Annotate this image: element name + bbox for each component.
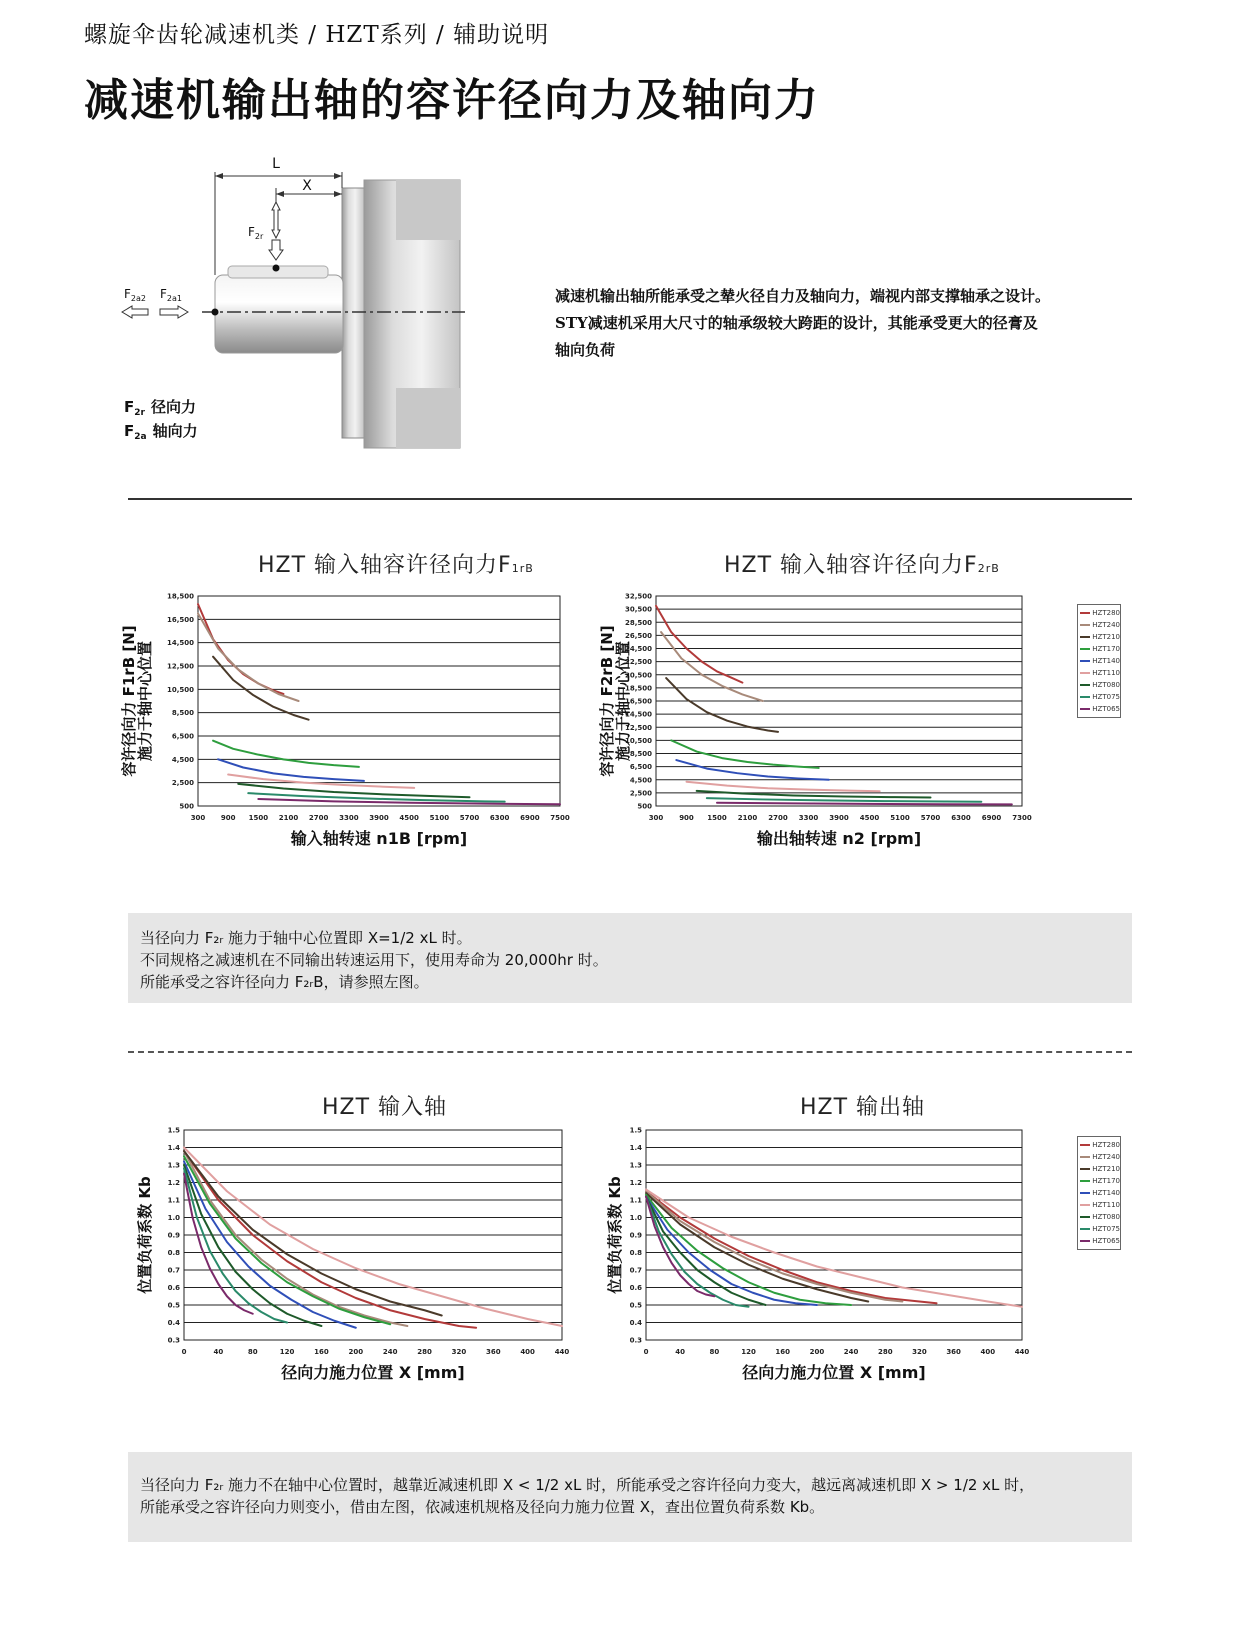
section-divider-dashed	[128, 1051, 1132, 1053]
legend-item-hzt170	[1078, 643, 1120, 655]
chart4-title: HZT 输出轴	[800, 1095, 926, 1120]
intro-text	[555, 283, 1155, 364]
y-tick-label: 1.3	[629, 1161, 642, 1170]
y-tick-label: 0.4	[167, 1319, 180, 1327]
y-tick-label: 0.5	[629, 1301, 642, 1310]
housing-flange	[342, 188, 364, 438]
y-tick-label: 1.3	[167, 1161, 180, 1170]
y-tick-label: 0.5	[167, 1301, 180, 1310]
chart-output-shaft-kb	[608, 1126, 1078, 1416]
x-axis-label: 输入轴转速 n1B [rpm]	[290, 829, 468, 848]
legend-swatch	[1080, 1240, 1090, 1242]
legend-top	[1077, 604, 1121, 718]
f2r-label: $F_{2r}$	[248, 225, 264, 241]
y-tick-label: 1.5	[167, 1126, 180, 1135]
series-line-hzt240	[661, 632, 763, 701]
x-tick-label: 6900	[981, 814, 1002, 822]
y-tick-label: 0.7	[629, 1266, 642, 1275]
dimension-x-label: X	[302, 178, 312, 194]
chart-input-shaft-radial-force	[118, 592, 608, 882]
note-radial-center	[128, 913, 1132, 1003]
y-tick-label: 4,500	[171, 755, 194, 764]
legend-item-hzt110	[1078, 1199, 1120, 1211]
y-tick-label: 0.3	[629, 1336, 642, 1345]
x-tick-label: 5100	[429, 814, 450, 822]
chart-input-shaft-kb	[130, 1126, 610, 1416]
series-line-hzt240	[646, 1191, 902, 1301]
y-tick-label: 16,500	[624, 697, 652, 706]
x-tick-label: 2700	[768, 814, 788, 822]
legend-label: HZT075	[1092, 1225, 1120, 1233]
y-tick-label: 1.2	[629, 1179, 642, 1187]
y-tick-label: 0.6	[629, 1284, 642, 1292]
y-tick-label: 1.5	[629, 1126, 642, 1135]
intro-line: 轴向负荷	[555, 341, 616, 359]
axial-force-arrow-left	[122, 306, 148, 318]
x-tick-label: 40	[675, 1348, 686, 1356]
x-tick-label: 300	[190, 814, 206, 822]
x-tick-label: 900	[220, 814, 236, 822]
legend-label: HZT140	[1092, 1189, 1120, 1197]
x-tick-label: 360	[485, 1348, 501, 1356]
legend-swatch	[1080, 660, 1090, 662]
series-line-hzt110	[184, 1148, 562, 1327]
y-axis-label-secondary: 施力于轴中心位置	[136, 640, 154, 762]
chart1-title: HZT 输入轴容许径向力F1rB	[258, 553, 534, 578]
legend-swatch	[1080, 1204, 1090, 1206]
legend-swatch	[1080, 684, 1090, 686]
x-tick-label: 240	[843, 1348, 859, 1356]
legend-label: HZT065	[1092, 1237, 1120, 1245]
legend-swatch	[1080, 1216, 1090, 1218]
series-line-hzt280	[184, 1151, 476, 1328]
note-line: 当径向力 F₂ᵣ 施力于轴中心位置即 X=1/2 xL 时。	[140, 929, 472, 947]
x-tick-label: 2700	[308, 814, 329, 822]
x-tick-label: 40	[213, 1348, 224, 1356]
legend-label: HZT210	[1092, 633, 1120, 641]
legend-label: HZT080	[1092, 1213, 1120, 1221]
x-tick-label: 5100	[890, 814, 910, 822]
shaft-force-diagram	[110, 150, 490, 470]
y-tick-label: 0.8	[629, 1249, 642, 1257]
x-tick-label: 320	[912, 1348, 927, 1356]
series-line-hzt170	[213, 741, 359, 767]
x-tick-label: 6300	[951, 814, 971, 822]
y-tick-label: 14,500	[166, 639, 194, 648]
x-tick-label: 900	[679, 814, 694, 822]
plot-frame	[198, 596, 560, 806]
radial-force-arrow	[272, 202, 280, 238]
legend-label: HZT210	[1092, 1165, 1120, 1173]
x-tick-label: 1500	[248, 814, 269, 822]
legend-swatch	[1080, 708, 1090, 710]
y-tick-label: 8,500	[171, 709, 194, 718]
y-tick-label: 1.1	[167, 1196, 180, 1205]
x-tick-label: 240	[382, 1348, 398, 1356]
x-tick-label: 2100	[737, 814, 758, 822]
y-tick-label: 0.4	[629, 1319, 642, 1327]
y-tick-label: 18,500	[624, 684, 652, 693]
x-tick-label: 200	[348, 1348, 364, 1356]
x-tick-label: 120	[279, 1348, 295, 1356]
y-tick-label: 0.9	[629, 1231, 642, 1240]
legend-label: HZT065	[1092, 705, 1120, 713]
legend-label: HZT170	[1092, 1177, 1120, 1185]
page-title: 减速机输出轴的容许径向力及轴向力	[84, 75, 820, 126]
y-axis-label: 容许径向力 F2rB [N]	[598, 625, 616, 777]
legend-radial: $F_{2r}$ 径向力	[124, 398, 196, 418]
x-tick-label: 0	[643, 1348, 649, 1356]
legend-swatch	[1080, 696, 1090, 698]
x-tick-label: 300	[648, 814, 664, 822]
x-tick-label: 80	[709, 1348, 720, 1356]
legend-item-hzt210	[1078, 631, 1120, 643]
x-tick-label: 320	[451, 1348, 467, 1356]
series-line-hzt075	[707, 798, 982, 802]
x-tick-label: 200	[809, 1348, 825, 1356]
x-tick-label: 6900	[520, 814, 540, 822]
legend-label: HZT110	[1092, 669, 1120, 677]
y-tick-label: 10,500	[624, 736, 652, 745]
legend-swatch	[1080, 636, 1090, 638]
chart-output-shaft-radial-force	[598, 592, 1074, 882]
series-line-hzt280	[656, 606, 742, 683]
note-line: 所能承受之容许径向力则变小，借由左图，依减速机规格及径向力施力位置 X，查出位置负荷系数 Kb。	[140, 1498, 825, 1516]
section-divider	[128, 498, 1132, 500]
y-axis-label: 位置负荷系数 Kb	[606, 1176, 624, 1294]
radial-point	[273, 265, 280, 272]
chart3-title: HZT 输入轴	[322, 1095, 448, 1120]
legend-label: HZT170	[1092, 645, 1120, 653]
x-tick-label: 3300	[339, 814, 359, 822]
legend-swatch	[1080, 1144, 1090, 1146]
legend-swatch	[1080, 1180, 1090, 1182]
legend-label: HZT240	[1092, 1153, 1120, 1161]
y-axis-label: 容许径向力 F1rB [N]	[120, 625, 138, 777]
y-tick-label: 28,500	[624, 618, 652, 627]
x-tick-label: 7500	[550, 814, 570, 822]
legend-swatch	[1080, 624, 1090, 626]
x-tick-label: 160	[775, 1348, 791, 1356]
x-tick-label: 2100	[278, 814, 299, 822]
x-tick-label: 6300	[489, 814, 510, 822]
y-tick-label: 0.7	[167, 1266, 180, 1275]
x-tick-label: 4500	[399, 814, 419, 822]
y-tick-label: 1.1	[629, 1196, 642, 1205]
y-tick-label: 16,500	[166, 615, 194, 624]
legend-item-hzt065	[1078, 703, 1120, 715]
y-tick-label: 0.8	[167, 1249, 180, 1257]
housing-top-block	[396, 180, 460, 240]
x-axis-label: 输出轴转速 n2 [rpm]	[756, 829, 922, 848]
y-tick-label: 12,500	[166, 662, 194, 671]
legend-item-hzt210	[1078, 1163, 1120, 1175]
y-tick-label: 0.3	[167, 1336, 180, 1345]
y-tick-label: 30,500	[624, 605, 652, 614]
legend-bottom	[1077, 1136, 1121, 1250]
x-tick-label: 3300	[798, 814, 819, 822]
series-line-hzt065	[717, 803, 1012, 805]
y-tick-label: 1.2	[167, 1179, 180, 1187]
x-tick-label: 360	[946, 1348, 961, 1356]
x-tick-label: 440	[554, 1348, 570, 1356]
series-line-hzt080	[697, 791, 931, 798]
legend-label: HZT075	[1092, 693, 1120, 701]
y-axis-label: 位置负荷系数 Kb	[136, 1176, 154, 1294]
y-tick-label: 0.6	[167, 1284, 180, 1292]
axial-point	[212, 309, 219, 316]
legend-swatch	[1080, 1192, 1090, 1194]
legend-item-hzt080	[1078, 1211, 1120, 1223]
x-tick-label: 5700	[920, 814, 941, 822]
x-tick-label: 7300	[1012, 814, 1032, 822]
x-tick-label: 400	[520, 1348, 535, 1356]
y-tick-label: 6,500	[171, 732, 194, 741]
legend-item-hzt075	[1078, 1223, 1120, 1235]
y-tick-label: 32,500	[624, 592, 652, 601]
x-tick-label: 3900	[369, 814, 389, 822]
legend-swatch	[1080, 648, 1090, 650]
legend-swatch	[1080, 1156, 1090, 1158]
x-tick-label: 120	[741, 1348, 756, 1356]
x-tick-label: 1500	[707, 814, 727, 822]
legend-label: HZT240	[1092, 621, 1120, 629]
series-line-hzt075	[184, 1169, 287, 1323]
y-tick-label: 14,500	[624, 710, 652, 719]
x-tick-label: 280	[877, 1348, 893, 1356]
series-line-hzt140	[218, 759, 364, 781]
y-tick-label: 1.0	[167, 1214, 180, 1222]
legend-item-hzt280	[1078, 1139, 1120, 1151]
x-axis-label: 径向力施力位置 X [mm]	[742, 1363, 926, 1382]
y-tick-label: 18,500	[166, 592, 194, 601]
legend-item-hzt140	[1078, 655, 1120, 667]
y-tick-label: 2,500	[171, 779, 194, 788]
series-line-hzt280	[198, 604, 283, 694]
legend-swatch	[1080, 672, 1090, 674]
y-tick-label: 0.9	[167, 1231, 180, 1240]
note-radial-offset	[128, 1452, 1132, 1542]
legend-item-hzt240	[1078, 1151, 1120, 1163]
y-tick-label: 10,500	[166, 685, 194, 694]
x-tick-label: 440	[1014, 1348, 1030, 1356]
y-tick-label: 22,500	[624, 658, 652, 667]
y-tick-label: 2,500	[629, 789, 652, 798]
x-tick-label: 5700	[459, 814, 480, 822]
x-tick-label: 280	[417, 1348, 432, 1356]
y-tick-label: 500	[637, 802, 652, 811]
y-tick-label: 8,500	[629, 750, 652, 758]
legend-label: HZT140	[1092, 657, 1120, 665]
legend-swatch	[1080, 1228, 1090, 1230]
series-line-hzt110	[687, 782, 880, 792]
x-tick-label: 3900	[829, 814, 849, 822]
y-tick-label: 1.4	[629, 1144, 642, 1152]
breadcrumb: 螺旋伞齿轮减速机类 / HZT系列 / 辅助说明	[84, 22, 550, 48]
y-tick-label: 4,500	[629, 776, 652, 785]
x-tick-label: 4500	[859, 814, 880, 822]
series-line-hzt280	[646, 1191, 937, 1303]
legend-axial: $F_{2a}$ 轴向力	[124, 422, 198, 442]
legend-swatch	[1080, 1168, 1090, 1170]
f2a2-label: $F_{2a2}$	[124, 287, 146, 303]
legend-item-hzt280	[1078, 607, 1120, 619]
f2a1-label: $F_{2a1}$	[160, 287, 182, 303]
note-line: 不同规格之减速机在不同输出转速运用下，使用寿命为 20,000hr 时。	[140, 951, 608, 969]
housing-bottom-block	[396, 388, 460, 448]
legend-item-hzt170	[1078, 1175, 1120, 1187]
intro-line: STY减速机采用大尺寸的轴承级较大跨距的设计，其能承受更大的径膏及	[555, 314, 1038, 332]
x-tick-label: 0	[181, 1348, 187, 1356]
y-tick-label: 1.4	[167, 1144, 180, 1152]
y-tick-label: 12,500	[624, 723, 652, 732]
x-tick-label: 80	[247, 1348, 258, 1356]
y-tick-label: 500	[179, 802, 194, 811]
x-tick-label: 160	[314, 1348, 329, 1356]
note-line: 所能承受之容许径向力 F₂ᵣB，请参照左图。	[140, 973, 429, 991]
y-axis-label-secondary: 施力于轴中心位置	[614, 640, 632, 762]
y-tick-label: 26,500	[624, 631, 652, 640]
x-axis-label: 径向力施力位置 X [mm]	[281, 1363, 465, 1382]
legend-item-hzt080	[1078, 679, 1120, 691]
legend-item-hzt240	[1078, 619, 1120, 631]
legend-item-hzt140	[1078, 1187, 1120, 1199]
output-shaft	[215, 275, 343, 353]
y-tick-label: 20,500	[624, 671, 652, 680]
intro-line: 减速机输出轴所能承受之辇火径自力及轴向力，端视内部支撑轴承之设计。	[555, 287, 1051, 305]
legend-label: HZT280	[1092, 1141, 1120, 1149]
x-tick-label: 400	[980, 1348, 996, 1356]
legend-item-hzt065	[1078, 1235, 1120, 1247]
y-tick-label: 1.0	[629, 1214, 642, 1222]
note-line: 当径向力 F₂ᵣ 施力不在轴中心位置时，越靠近减速机即 X < 1/2 xL 时，所能承受之容许径向力变大，越远离减速机即 X > 1/2 xL 时，	[140, 1476, 1035, 1494]
legend-swatch	[1080, 612, 1090, 614]
legend-item-hzt075	[1078, 691, 1120, 703]
legend-label: HZT080	[1092, 681, 1120, 689]
y-tick-label: 6,500	[629, 763, 652, 772]
y-tick-label: 24,500	[624, 645, 652, 653]
legend-label: HZT110	[1092, 1201, 1120, 1209]
dimension-l-label: L	[272, 156, 280, 172]
axial-force-arrow-right	[160, 306, 188, 318]
legend-item-hzt110	[1078, 667, 1120, 679]
chart2-title: HZT 输入轴容许径向力F2rB	[724, 553, 1000, 578]
legend-label: HZT280	[1092, 609, 1120, 617]
